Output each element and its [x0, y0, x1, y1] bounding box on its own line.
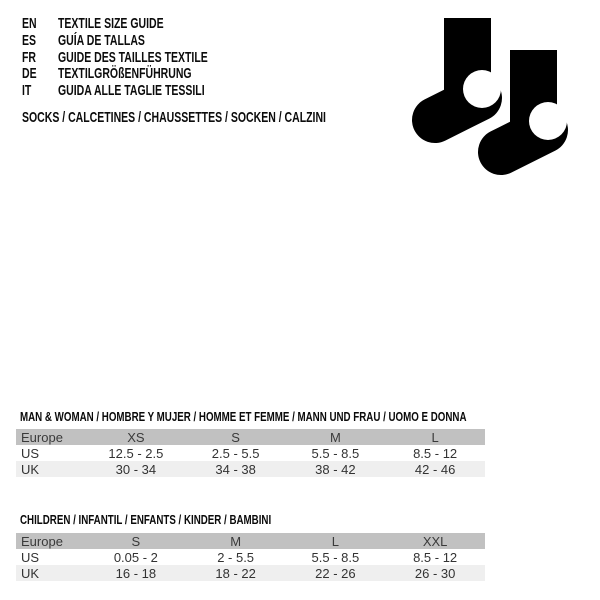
- socks-icon-svg: [411, 18, 579, 176]
- header-cell-size: M: [329, 429, 341, 445]
- language-row-it: [22, 82, 272, 99]
- table-header-row: [16, 533, 485, 549]
- size-cell: 42 - 46: [414, 461, 456, 477]
- size-cell: 5.5 - 8.5: [311, 549, 360, 565]
- table-header-row: [16, 429, 485, 445]
- size-cell: 26 - 30: [414, 565, 456, 581]
- table-row-us: [16, 549, 485, 565]
- size-cell: 38 - 42: [315, 461, 356, 477]
- header-cell-region: Europe: [21, 429, 63, 445]
- header-cell-size: M: [230, 533, 242, 549]
- header-cell-size: L: [331, 533, 339, 549]
- table-row-uk: [16, 461, 485, 477]
- header-cell-size: L: [431, 429, 439, 445]
- header-cell-size: XXL: [422, 533, 448, 549]
- language-code: ES: [22, 31, 37, 49]
- size-cell: 0.05 - 2: [113, 549, 158, 565]
- language-label: TEXTILE SIZE GUIDE: [58, 15, 164, 32]
- size-cell: 12.5 - 2.5: [108, 445, 164, 461]
- row-label: UK: [21, 565, 40, 581]
- language-row-fr: [22, 49, 272, 66]
- category-heading-text: SOCKS / CALCETINES / CHAUSSETTES / SOCKEN / CALZINI: [22, 109, 326, 126]
- size-cell: 2.5 - 5.5: [211, 445, 260, 461]
- header-cell-region: Europe: [21, 533, 63, 549]
- size-cell: 16 - 18: [115, 565, 157, 581]
- size-cell: 34 - 38: [215, 461, 256, 477]
- language-code: EN: [22, 15, 37, 32]
- language-list: [22, 15, 272, 99]
- table-row-uk: [16, 565, 485, 581]
- table-title-children: [20, 512, 355, 527]
- size-cell: 2 - 5.5: [217, 549, 255, 565]
- row-label: US: [21, 445, 40, 461]
- table-title-man-woman: [20, 409, 600, 424]
- header-cell-size: S: [131, 533, 141, 549]
- row-label: US: [21, 549, 40, 565]
- size-table-man-woman: [16, 429, 485, 477]
- socks-icon: [411, 18, 579, 176]
- header-cell-size: XS: [127, 429, 145, 445]
- size-cell: 8.5 - 12: [413, 549, 458, 565]
- language-row-en: [22, 15, 272, 32]
- language-row-es: [22, 32, 272, 49]
- size-cell: 30 - 34: [115, 461, 157, 477]
- table-row-us: [16, 445, 485, 461]
- size-cell: 22 - 26: [315, 565, 356, 581]
- language-row-de: [22, 65, 272, 82]
- language-label: GUIDE DES TAILLES TEXTILE: [58, 48, 208, 66]
- language-code: FR: [22, 48, 36, 66]
- size-cell: 18 - 22: [215, 565, 256, 581]
- table-title-text: MAN & WOMAN / HOMBRE Y MUJER / HOMME ET FEMME / MANN UND FRAU / UOMO E DONNA: [20, 409, 467, 424]
- language-code: DE: [22, 65, 37, 83]
- table-title-text: CHILDREN / INFANTIL / ENFANTS / KINDER / BAMBINI: [20, 512, 272, 527]
- language-label: TEXTILGRÖßENFÜHRUNG: [58, 65, 192, 83]
- size-table-children: [16, 533, 485, 581]
- size-cell: 8.5 - 12: [413, 445, 458, 461]
- category-heading: [22, 109, 456, 126]
- row-label: UK: [21, 461, 40, 477]
- language-label: GUÍA DE TALLAS: [58, 31, 145, 49]
- header-cell-size: S: [231, 429, 240, 445]
- language-label: GUIDA ALLE TAGLIE TESSILI: [58, 82, 205, 100]
- size-cell: 5.5 - 8.5: [311, 445, 360, 461]
- language-code: IT: [22, 82, 32, 100]
